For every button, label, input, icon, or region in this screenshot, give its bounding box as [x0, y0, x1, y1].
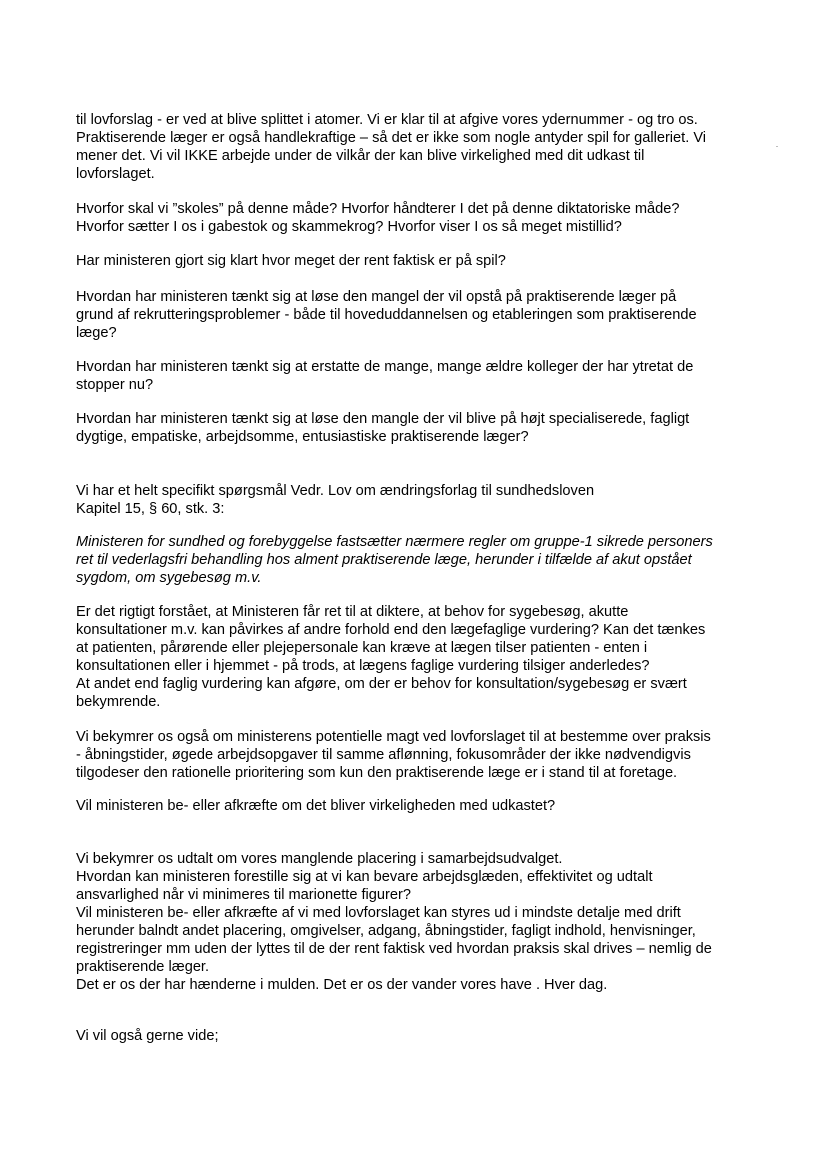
- text-line: Er det rigtigt forstået, at Ministeren får ret til at diktere, at behov for sygebesøg, akutte: [76, 604, 629, 620]
- text-line: - åbningstider, øgede arbejdsopgaver til samme aflønning, fokusområder der ikke nødvendigvis: [76, 747, 691, 763]
- paragraph-cooperation-committee: [76, 850, 766, 994]
- text-line: At andet end faglig vurdering kan afgøre, om der er behov for konsultation/sygebesøg er svært: [76, 676, 687, 692]
- text-line: praktiserende læger.: [76, 959, 210, 975]
- text-line: Hvordan har ministeren tænkt sig at løse den mangle der vil blive på højt specialiserede, fagligt: [76, 411, 690, 427]
- text-line: registreringer mm uden der lyttes til de der rent faktisk ved hvordan praksis skal drives – nemlig de: [76, 941, 712, 957]
- text-line: læge?: [76, 325, 117, 341]
- text-line: til lovforslag - er ved at blive splittet i atomer. Vi er klar til at afgive vores ydernummer - og tro os.: [76, 112, 698, 128]
- text-line: konsultationen eller i hjemmet - på trods, at lægens faglige vurdering tilsiger anderledes?: [76, 658, 650, 674]
- text-line: ret til vederlagsfri behandling hos alment praktiserende læge, herunder i tilfælde af akut opstået: [76, 552, 692, 568]
- text-line: mener det. Vi vil IKKE arbejde under de vilkår der kan blive virkelighed med dit udkast til: [76, 148, 645, 164]
- paragraph-why-questions: [76, 200, 766, 236]
- text-line: Hvorfor sætter I os i gabestok og skammekrog? Hvorfor viser I os så meget mistillid?: [76, 219, 622, 235]
- text-line: sygdom, om sygebesøg m.v.: [76, 570, 262, 586]
- paragraph-intro: [76, 111, 766, 183]
- paragraph-older-colleagues: [76, 358, 766, 394]
- text-line: lovforslaget.: [76, 166, 155, 182]
- text-line: Hvorfor skal vi ”skoles” på denne måde? Hvorfor håndterer I det på denne diktatoriske måde?: [76, 201, 680, 217]
- text-line: Vi bekymrer os også om ministerens potentielle magt ved lovforslaget til at bestemme over praksis: [76, 729, 711, 745]
- paragraph-specific-question: [76, 482, 766, 518]
- paragraph-recruitment: [76, 288, 766, 342]
- text-line: bekymrende.: [76, 694, 161, 710]
- text-line: Vil ministeren be- eller afkræfte af vi med lovforslaget kan styres ud i mindste detalje med drift: [76, 905, 681, 921]
- text-line: at patienten, pårørende eller plejepersonale kan kræve at lægen tilser patienten - enten i: [76, 640, 648, 656]
- paragraph-understood-correctly: [76, 603, 766, 711]
- text-line: tilgodeser den rationelle prioritering som kun den praktiserende læge er i stand til at foretage.: [76, 765, 678, 781]
- text-line: Vil ministeren be- eller afkræfte om det bliver virkeligheden med udkastet?: [76, 798, 556, 814]
- text-line: Vi bekymrer os udtalt om vores manglende placering i samarbejdsudvalget.: [76, 851, 563, 867]
- text-line: konsultationer m.v. kan påvirkes af andre forhold end den lægefaglige vurdering? Kan det tænkes: [76, 622, 706, 638]
- text-line: Praktiserende læger er også handlekraftige – så det er ikke som nogle antyder spil for galleriet. Vi: [76, 130, 707, 146]
- text-line: Kapitel 15, § 60, stk. 3:: [76, 501, 225, 517]
- text-line: herunder balndt andet placering, omgivelser, adgang, åbningstider, fagligt indhold, henvisninger,: [76, 923, 696, 939]
- paragraph-minister-power: [76, 728, 766, 782]
- text-line: grund af rekrutteringsproblemer - både til hoveduddannelsen og etableringen som praktiserende: [76, 307, 697, 323]
- text-line: Hvordan har ministeren tænkt sig at erstatte de mange, mange ældre kolleger der har ytretat de: [76, 359, 694, 375]
- text-line: Vi har et helt specifikt spørgsmål Vedr. Lov om ændringsforlag til sundhedsloven: [76, 483, 595, 499]
- paragraph-confirm-deny: [76, 797, 766, 815]
- text-line: Har ministeren gjort sig klart hvor meget der rent faktisk er på spil?: [76, 253, 506, 269]
- text-line: Hvordan har ministeren tænkt sig at løse den mangel der vil opstå på praktiserende læger på: [76, 289, 677, 305]
- text-line: ansvarlighed når vi minimeres til marionette figurer?: [76, 887, 411, 903]
- text-line: Det er os der har hænderne i mulden. Det er os der vander vores have . Hver dag.: [76, 977, 608, 993]
- text-line: Hvordan kan ministeren forestille sig at vi kan bevare arbejdsglæden, effektivitet og udtalt: [76, 869, 653, 885]
- text-line: dygtige, empatiske, arbejdsomme, entusiastiske praktiserende læger?: [76, 429, 529, 445]
- text-line: stopper nu?: [76, 377, 154, 393]
- paragraph-specialised-doctors: [76, 410, 766, 446]
- text-line: Ministeren for sundhed og forebyggelse fastsætter nærmere regler om gruppe-1 sikrede personers: [76, 534, 713, 550]
- scan-speck: [776, 146, 778, 147]
- text-line: Vi vil også gerne vide;: [76, 1028, 219, 1044]
- paragraph-what-at-stake: [76, 252, 766, 270]
- paragraph-law-quote: [76, 533, 766, 587]
- paragraph-also-know: [76, 1027, 766, 1045]
